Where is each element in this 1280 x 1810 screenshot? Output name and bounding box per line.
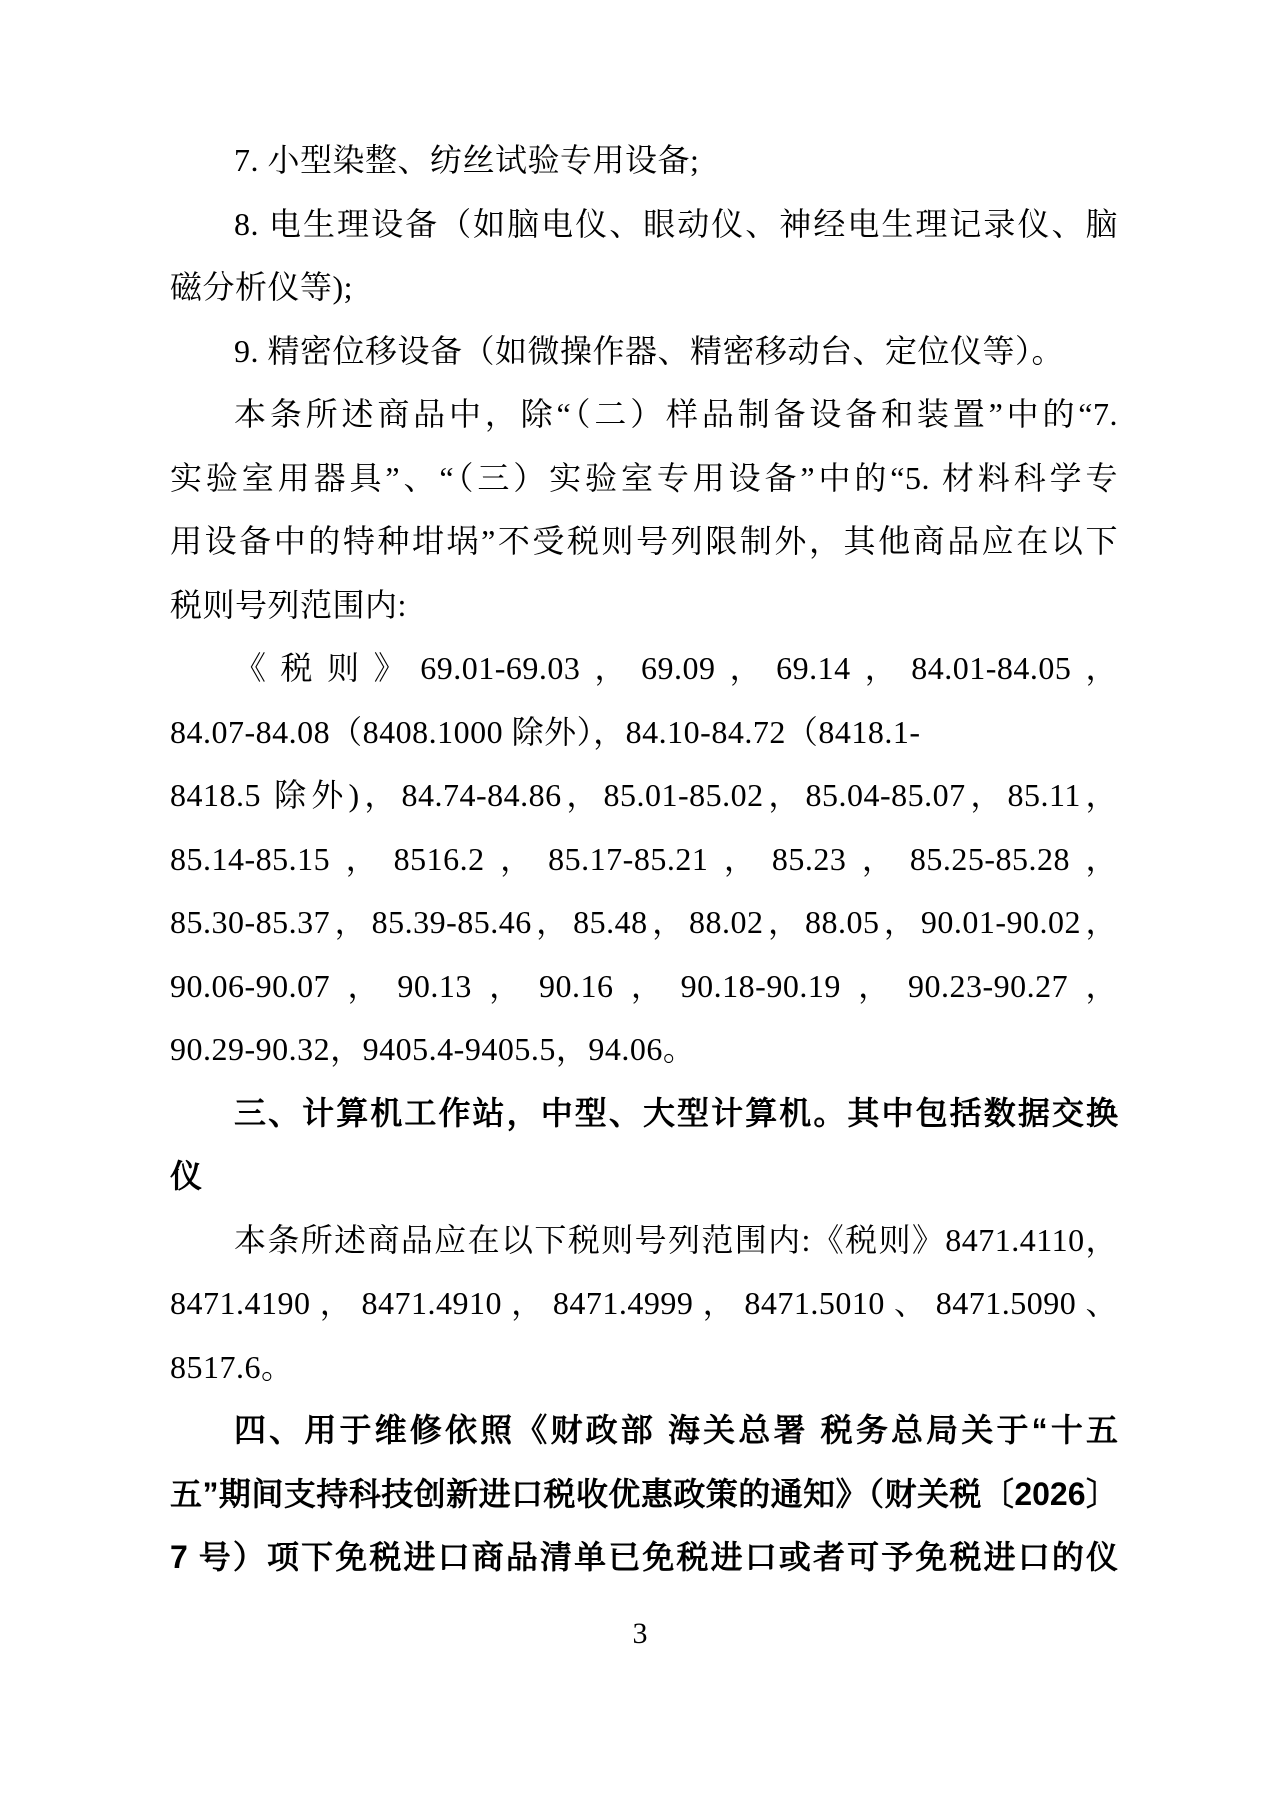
heading-section-4-line-1: 四、用于维修依照《财政部 海关总署 税务总局关于“十五: [234, 1412, 1118, 1448]
scope-note-line-4: 税则号列范围内:: [170, 586, 407, 623]
tariff-range-line-7: 90.29-90.32，9405.4-9405.5，94.06。: [170, 1031, 696, 1067]
document-body: [170, 129, 1118, 1590]
tariff-range-line-4: 85.14-85.15，8516.2，85.17-85.21，85.23，85.25-85.28，: [170, 840, 1118, 877]
section-3-scope-line-2: 8471.4190，8471.4910，8471.4999，8471.5010、8471.5090、: [170, 1285, 1118, 1321]
list-item-7: 7. 小型染整、纺丝试验专用设备;: [234, 142, 700, 178]
tariff-range-line-6: 90.06-90.07，90.13，90.16，90.18-90.19，90.23-90.27，: [170, 967, 1118, 1004]
tariff-range-line-2: 84.07-84.08（8408.1000 除外），84.10-84.72（8418.1-: [170, 713, 921, 750]
scope-note-line-2: 实验室用器具”、“（三）实验室专用设备”中的“5. 材料科学专: [170, 459, 1118, 496]
list-item-9: 9. 精密位移设备（如微操作器、精密移动台、定位仪等）。: [234, 332, 1065, 369]
tariff-range-line-1: 《税则》69.01-69.03，69.09，69.14，84.01-84.05，: [234, 650, 1118, 686]
heading-section-4-line-3: 7 号）项下免税进口商品清单已免税进口或者可予免税进口的仪: [170, 1539, 1118, 1575]
scope-note-line-1: 本条所述商品中，除“（二）样品制备设备和装置”中的“7.: [234, 396, 1118, 432]
list-item-8-line-1: 8. 电生理设备（如脑电仪、眼动仪、神经电生理记录仪、脑: [234, 205, 1118, 242]
tariff-range-line-3: 8418.5 除外)，84.74-84.86，85.01-85.02，85.04-85.07，85.11，: [170, 777, 1118, 813]
scope-note-line-3: 用设备中的特种坩埚”不受税则号列限制外，其他商品应在以下: [170, 523, 1118, 559]
heading-section-3-line-2: 仪: [170, 1158, 203, 1194]
section-3-scope-line-3: 8517.6。: [170, 1348, 294, 1385]
heading-section-4-line-2: 五”期间支持科技创新进口税收优惠政策的通知》（财关税〔2026〕: [170, 1475, 1118, 1512]
page-number: 3: [632, 1617, 648, 1650]
list-item-8-line-2: 磁分析仪等);: [170, 269, 354, 305]
section-3-scope-line-1: 本条所述商品应在以下税则号列范围内:《税则》8471.4110，: [234, 1221, 1118, 1258]
tariff-range-line-5: 85.30-85.37，85.39-85.46，85.48，88.02，88.05，90.01-90.02，: [170, 904, 1118, 940]
heading-section-3-line-1: 三、计算机工作站，中型、大型计算机。其中包括数据交换: [234, 1094, 1118, 1131]
